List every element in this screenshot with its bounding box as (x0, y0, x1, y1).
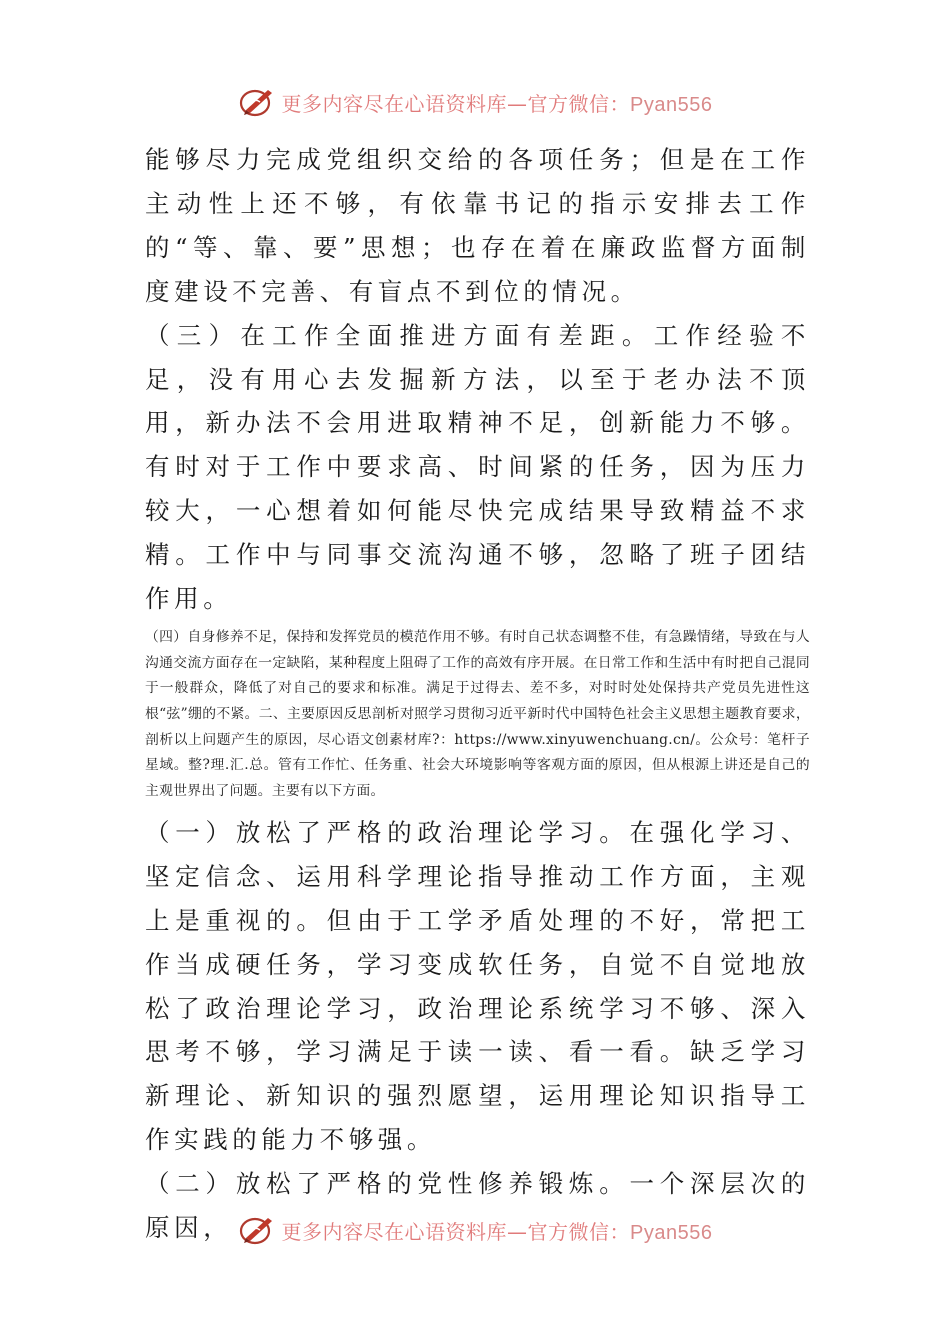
paragraph-1: 能够尽力完成党组织交给的各项任务；但是在工作主动性上还不够，有依靠书记的指示安排去工作的“等、靠、要”思想；也存在着在廉政监督方面制度建设不完善、有盲点不到位的情况。 (145, 145, 810, 306)
paragraph-2: （三）在工作全面推进方面有差距。工作经验不足，没有用心去发掘新方法，以至于老办法不顶用，新办法不会用进取精神不足，创新能力不够。有时对于工作中要求高、时间紧的任务，因为压力较大，一心想着如何能尽快完成结果导致精益不求精。工作中与同事交流沟通不够，忽略了班子团结作用。 (145, 320, 810, 614)
wechat-id: Pyan556 (630, 93, 713, 116)
footer-banner-text: 更多内容尽在心语资料库—官方微信：Pyan556 (281, 1219, 713, 1244)
pen-logo-icon (238, 1212, 278, 1248)
wechat-id: Pyan556 (630, 1221, 713, 1244)
pen-logo-icon (238, 84, 278, 120)
paragraph-3: （四）自身修养不足，保持和发挥党员的模范作用不够。有时自己状态调整不佳，有急躁情绪，导致在与人沟通交流方面存在一定缺陷，某种程度上阻碍了工作的高效有序开展。在日常工作和生活中有时把自己混同于一般群众，降低了对自己的要求和标准。满足于过得去、差不多，对时时处处保持共产党员先进性这根“弦”绷的不紧。二、主要原因反思剖析对照学习贯彻习近平新时代中国特色社会主义思想主题教育要求，剖析以上问题产生的原因，尽心语文创素材库?：https://www.xinyuwenchuang.cn/。公众号：笔杆子星域。整?理.汇.总。管有工作忙、任务重、社会大环境影响等客观方面的原因，但从根源上讲还是自己的主观世界出了问题。主要有以下方面。 (145, 628, 810, 800)
document-body (145, 138, 810, 1250)
paragraph-4: （一）放松了严格的政治理论学习。在强化学习、坚定信念、运用科学理论指导推动工作方面，主观上是重视的。但由于工学矛盾处理的不好，常把工作当成硬任务，学习变成软任务，自觉不自觉地放松了政治理论学习，政治理论系统学习不够、深入思考不够，学习满足于读一读、看一看。缺乏学习新理论、新知识的强烈愿望，运用理论知识指导工作实践的能力不够强。 (145, 817, 810, 1155)
header-banner-text: 更多内容尽在心语资料库—官方微信：Pyan556 (281, 91, 713, 116)
header-banner (0, 82, 950, 122)
footer-banner (0, 1210, 950, 1250)
paragraph-5: （二）放松了严格的党性修养锻炼。一个深层次的原因， (145, 1169, 810, 1243)
